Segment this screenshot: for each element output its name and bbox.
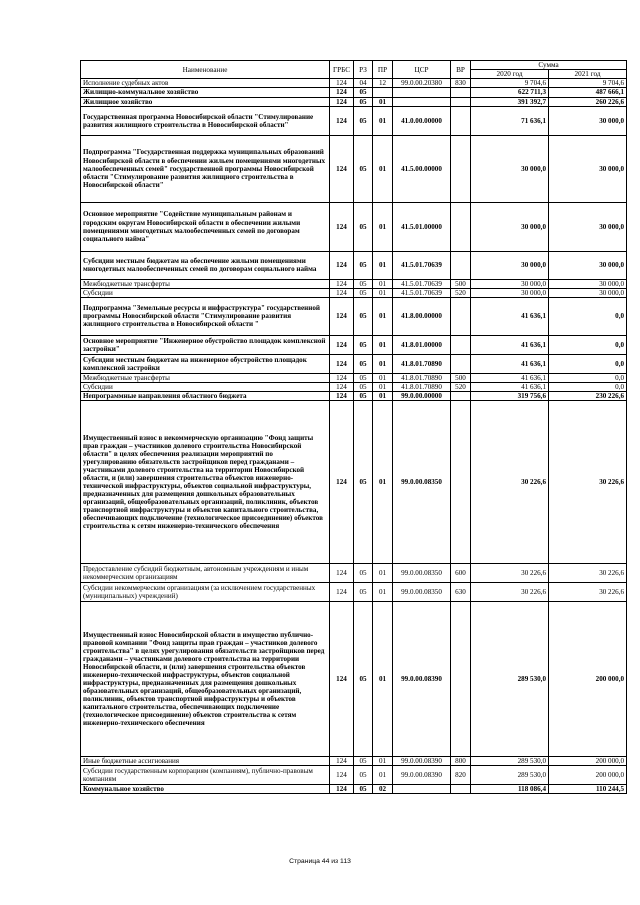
row-pr: 01 — [373, 564, 393, 583]
row-sum-2021: 30 000,0 — [549, 251, 627, 279]
table-row — [81, 97, 627, 106]
table-header — [81, 61, 627, 79]
row-csr: 41.8.01.70890 — [393, 373, 451, 382]
row-csr: 41.0.00.00000 — [393, 106, 451, 135]
row-name: Субсидии местным бюджетам на инженерное обустройство площадок комплексной застройки — [81, 354, 330, 373]
row-name: Межбюджетные трансферты — [81, 279, 330, 288]
row-sum-2020: 289 530,0 — [471, 757, 549, 766]
row-csr: 41.5.01.70639 — [393, 288, 451, 297]
row-pr: 01 — [373, 279, 393, 288]
row-sum-2020: 71 636,1 — [471, 106, 549, 135]
row-sum-2021: 200 000,0 — [549, 602, 627, 757]
row-grbs: 124 — [330, 88, 354, 97]
row-sum-2020: 289 530,0 — [471, 766, 549, 785]
row-name: Государственная программа Новосибирской области "Стимулирование развития жилищного строительства в Новосибирской области" — [81, 106, 330, 135]
budget-page — [80, 60, 626, 794]
row-pr: 01 — [373, 202, 393, 251]
row-csr: 41.5.00.00000 — [393, 135, 451, 202]
row-rz: 05 — [354, 354, 373, 373]
row-rz: 05 — [354, 391, 373, 400]
row-sum-2020: 41 636,1 — [471, 297, 549, 335]
row-pr: 01 — [373, 354, 393, 373]
row-pr: 01 — [373, 373, 393, 382]
row-name: Основное мероприятие "Инженерное обустройство площадок комплексной застройки" — [81, 335, 330, 354]
row-rz: 05 — [354, 106, 373, 135]
table-row — [81, 297, 627, 335]
row-pr: 01 — [373, 288, 393, 297]
row-rz: 05 — [354, 88, 373, 97]
row-sum-2021: 30 000,0 — [549, 279, 627, 288]
table-row — [81, 785, 627, 794]
table-row — [81, 757, 627, 766]
row-sum-2020: 30 000,0 — [471, 251, 549, 279]
row-csr: 99.0.00.08350 — [393, 564, 451, 583]
row-sum-2021: 0,0 — [549, 297, 627, 335]
row-grbs: 124 — [330, 401, 354, 564]
row-rz: 04 — [354, 79, 373, 88]
row-sum-2020: 391 392,7 — [471, 97, 549, 106]
row-vr: 630 — [451, 583, 471, 602]
row-vr — [451, 106, 471, 135]
row-sum-2020: 30 000,0 — [471, 279, 549, 288]
row-sum-2020: 30 000,0 — [471, 288, 549, 297]
row-sum-2020: 30 226,6 — [471, 564, 549, 583]
table-row — [81, 766, 627, 785]
header-name: Наименование — [81, 61, 330, 79]
table-row — [81, 354, 627, 373]
table-row — [81, 202, 627, 251]
header-year-2021: 2021 год — [549, 70, 627, 79]
row-sum-2020: 289 530,0 — [471, 602, 549, 757]
row-grbs: 124 — [330, 279, 354, 288]
row-rz: 05 — [354, 401, 373, 564]
row-csr: 41.5.01.70639 — [393, 279, 451, 288]
row-vr — [451, 202, 471, 251]
header-pr: ПР — [373, 61, 393, 79]
row-sum-2021: 30 000,0 — [549, 202, 627, 251]
header-rz: РЗ — [354, 61, 373, 79]
row-name: Субсидии некоммерческим организациям (за исключением государственных (муниципальных) учреждений) — [81, 583, 330, 602]
row-vr: 500 — [451, 373, 471, 382]
row-pr: 01 — [373, 106, 393, 135]
table-body — [81, 79, 627, 794]
row-sum-2021: 30 000,0 — [549, 106, 627, 135]
row-sum-2021: 200 000,0 — [549, 757, 627, 766]
row-name: Субсидии — [81, 382, 330, 391]
table-row — [81, 135, 627, 202]
row-rz: 05 — [354, 373, 373, 382]
row-name: Непрограммные направления областного бюджета — [81, 391, 330, 400]
row-sum-2021: 0,0 — [549, 382, 627, 391]
table-row — [81, 401, 627, 564]
table-row — [81, 251, 627, 279]
row-csr: 41.8.00.00000 — [393, 297, 451, 335]
row-sum-2020: 41 636,1 — [471, 373, 549, 382]
row-sum-2021: 30 226,6 — [549, 401, 627, 564]
row-pr: 02 — [373, 785, 393, 794]
header-year-2020: 2020 год — [471, 70, 549, 79]
row-name: Межбюджетные трансферты — [81, 373, 330, 382]
row-pr: 01 — [373, 583, 393, 602]
row-grbs: 124 — [330, 766, 354, 785]
row-rz: 05 — [354, 785, 373, 794]
row-pr — [373, 88, 393, 97]
row-sum-2020: 30 000,0 — [471, 135, 549, 202]
row-vr: 820 — [451, 766, 471, 785]
table-row — [81, 602, 627, 757]
row-pr: 01 — [373, 766, 393, 785]
row-grbs: 124 — [330, 251, 354, 279]
row-vr — [451, 354, 471, 373]
page-number: Страница 44 из 113 — [289, 858, 351, 865]
row-grbs: 124 — [330, 288, 354, 297]
row-csr: 99.0.00.08390 — [393, 766, 451, 785]
row-vr — [451, 785, 471, 794]
row-pr: 01 — [373, 391, 393, 400]
row-vr: 520 — [451, 382, 471, 391]
row-grbs: 124 — [330, 602, 354, 757]
header-sum: Сумма — [471, 61, 627, 70]
row-csr: 41.8.01.00000 — [393, 335, 451, 354]
row-sum-2021: 230 226,6 — [549, 391, 627, 400]
row-name: Иные бюджетные ассигнования — [81, 757, 330, 766]
row-vr — [451, 335, 471, 354]
row-vr — [451, 251, 471, 279]
row-sum-2020: 9 704,6 — [471, 79, 549, 88]
row-sum-2020: 41 636,1 — [471, 382, 549, 391]
row-csr: 41.5.01.70639 — [393, 251, 451, 279]
row-csr: 41.8.01.70890 — [393, 354, 451, 373]
row-sum-2021: 0,0 — [549, 373, 627, 382]
header-csr: ЦСР — [393, 61, 451, 79]
row-pr: 01 — [373, 135, 393, 202]
row-csr — [393, 97, 451, 106]
row-vr: 520 — [451, 288, 471, 297]
row-pr: 01 — [373, 382, 393, 391]
table-row — [81, 279, 627, 288]
row-pr: 12 — [373, 79, 393, 88]
row-grbs: 124 — [330, 382, 354, 391]
table-row — [81, 106, 627, 135]
header-vr: ВР — [451, 61, 471, 79]
row-pr: 01 — [373, 251, 393, 279]
row-rz: 05 — [354, 279, 373, 288]
row-grbs: 124 — [330, 785, 354, 794]
row-name: Подпрограмма "Земельные ресурсы и инфраструктура" государственной программы Новосибирской области "Стимулирование развития жилищного строительства в Новосибирской области " — [81, 297, 330, 335]
row-grbs: 124 — [330, 583, 354, 602]
row-csr: 99.0.00.08350 — [393, 401, 451, 564]
row-name: Имущественный взнос Новосибирской области в имущество публично-правовой компании "Фонд защиты прав граждан – участников долевого строительства" в целях урегулирования обязательств застройщиков перед гражданами – участниками долевого строительства на территории Новосибирской области, и (или) завершения строительства объектов инженерно-технической инфраструктуры, объектов социальной инфраструктуры, предназначенных для размещения дошкольных образовательных организаций, общеобразовательных организаций, поликлиник, объектов транспортной инфраструктуры и объектов капитального строительства, обеспечивающих подключение (технологическое присоединение) объектов строительства к сетям инженерно-технического обеспечения — [81, 602, 330, 757]
row-vr: 830 — [451, 79, 471, 88]
row-sum-2020: 622 711,3 — [471, 88, 549, 97]
header-grbs: ГРБС — [330, 61, 354, 79]
budget-table — [80, 60, 627, 794]
row-rz: 05 — [354, 251, 373, 279]
row-grbs: 124 — [330, 135, 354, 202]
table-row — [81, 382, 627, 391]
row-rz: 05 — [354, 297, 373, 335]
row-sum-2021: 30 226,6 — [549, 564, 627, 583]
row-vr — [451, 88, 471, 97]
row-rz: 05 — [354, 288, 373, 297]
row-vr — [451, 135, 471, 202]
row-grbs: 124 — [330, 373, 354, 382]
row-name: Жилищно-коммунальное хозяйство — [81, 88, 330, 97]
row-sum-2021: 30 226,6 — [549, 583, 627, 602]
row-sum-2020: 319 756,6 — [471, 391, 549, 400]
row-pr: 01 — [373, 602, 393, 757]
row-grbs: 124 — [330, 79, 354, 88]
table-row — [81, 335, 627, 354]
row-vr — [451, 602, 471, 757]
row-grbs: 124 — [330, 106, 354, 135]
row-sum-2020: 30 226,6 — [471, 401, 549, 564]
table-row — [81, 88, 627, 97]
row-csr: 41.5.01.00000 — [393, 202, 451, 251]
row-name: Жилищное хозяйство — [81, 97, 330, 106]
row-grbs: 124 — [330, 354, 354, 373]
row-grbs: 124 — [330, 757, 354, 766]
row-grbs: 124 — [330, 564, 354, 583]
row-sum-2021: 9 704,6 — [549, 79, 627, 88]
row-pr: 01 — [373, 97, 393, 106]
row-csr — [393, 88, 451, 97]
row-rz: 05 — [354, 335, 373, 354]
row-name: Исполнение судебных актов — [81, 79, 330, 88]
row-name: Основное мероприятие "Содействие муниципальным районам и городским округам Новосибирской области в обеспечении жилыми помещениями многодетных малообеспеченных семей по договорам социального найма" — [81, 202, 330, 251]
row-sum-2021: 30 000,0 — [549, 135, 627, 202]
row-sum-2021: 487 666,1 — [549, 88, 627, 97]
row-vr: 500 — [451, 279, 471, 288]
row-grbs: 124 — [330, 297, 354, 335]
row-rz: 05 — [354, 202, 373, 251]
row-sum-2020: 118 086,4 — [471, 785, 549, 794]
row-sum-2020: 30 226,6 — [471, 583, 549, 602]
row-sum-2020: 30 000,0 — [471, 202, 549, 251]
row-pr: 01 — [373, 335, 393, 354]
row-csr: 99.0.00.08350 — [393, 583, 451, 602]
row-vr: 800 — [451, 757, 471, 766]
row-name: Субсидии — [81, 288, 330, 297]
row-vr — [451, 401, 471, 564]
row-sum-2021: 200 000,0 — [549, 766, 627, 785]
row-vr — [451, 391, 471, 400]
row-csr: 41.8.01.70890 — [393, 382, 451, 391]
row-name: Имущественный взнос в некоммерческую организацию "Фонд защиты прав граждан – участников долевого строительства Новосибирской области" в целях обеспечения реализации мероприятий по урегулированию обязательств застройщиков перед гражданами – участниками долевого строительства на территории Новосибирской области, и (или) завершения строительства объектов инженерно-технической инфраструктуры, объектов социальной инфраструктуры, предназначенных для размещения дошкольных образовательных организаций, общеобразовательных организаций, поликлиник, объектов транспортной инфраструктуры и объектов капитального строительства, обеспечивающих подключение (технологическое присоединение) объектов строительства к сетям инженерно-технического обеспечения — [81, 401, 330, 564]
table-row — [81, 373, 627, 382]
row-grbs: 124 — [330, 335, 354, 354]
row-rz: 05 — [354, 564, 373, 583]
row-sum-2021: 260 226,6 — [549, 97, 627, 106]
row-sum-2020: 41 636,1 — [471, 335, 549, 354]
table-row — [81, 79, 627, 88]
row-grbs: 124 — [330, 202, 354, 251]
row-name: Подпрограмма "Государственная поддержка муниципальных образований Новосибирской области в обеспечении жильем помещениями многодетных малообеспеченных семей" государственной программы Новосибирской области "Стимулирование развития жилищного строительства в Новосибирской области" — [81, 135, 330, 202]
row-sum-2021: 30 000,0 — [549, 288, 627, 297]
row-csr: 99.0.00.00000 — [393, 391, 451, 400]
row-csr: 99.0.00.08390 — [393, 757, 451, 766]
row-sum-2021: 0,0 — [549, 354, 627, 373]
row-rz: 05 — [354, 382, 373, 391]
row-rz: 05 — [354, 135, 373, 202]
row-sum-2021: 0,0 — [549, 335, 627, 354]
row-vr — [451, 297, 471, 335]
row-rz: 05 — [354, 583, 373, 602]
row-pr: 01 — [373, 297, 393, 335]
row-sum-2021: 110 244,5 — [549, 785, 627, 794]
row-vr — [451, 97, 471, 106]
row-sum-2020: 41 636,1 — [471, 354, 549, 373]
row-name: Коммунальное хозяйство — [81, 785, 330, 794]
row-rz: 05 — [354, 757, 373, 766]
row-csr — [393, 785, 451, 794]
row-grbs: 124 — [330, 391, 354, 400]
table-row — [81, 564, 627, 583]
row-csr: 99.0.00.20380 — [393, 79, 451, 88]
row-vr: 600 — [451, 564, 471, 583]
row-pr: 01 — [373, 757, 393, 766]
row-csr: 99.0.00.08390 — [393, 602, 451, 757]
row-name: Предоставление субсидий бюджетным, автономным учреждениям и иным некоммерческим организациям — [81, 564, 330, 583]
table-row — [81, 583, 627, 602]
row-rz: 05 — [354, 97, 373, 106]
row-grbs: 124 — [330, 97, 354, 106]
row-rz: 05 — [354, 602, 373, 757]
row-rz: 05 — [354, 766, 373, 785]
row-pr: 01 — [373, 401, 393, 564]
table-row — [81, 391, 627, 400]
table-row — [81, 288, 627, 297]
row-name: Субсидии государственным корпорациям (компаниям), публично-правовым компаниям — [81, 766, 330, 785]
row-name: Субсидии местным бюджетам на обеспечение жилыми помещениями многодетных малообеспеченных семей по договорам социального найма — [81, 251, 330, 279]
